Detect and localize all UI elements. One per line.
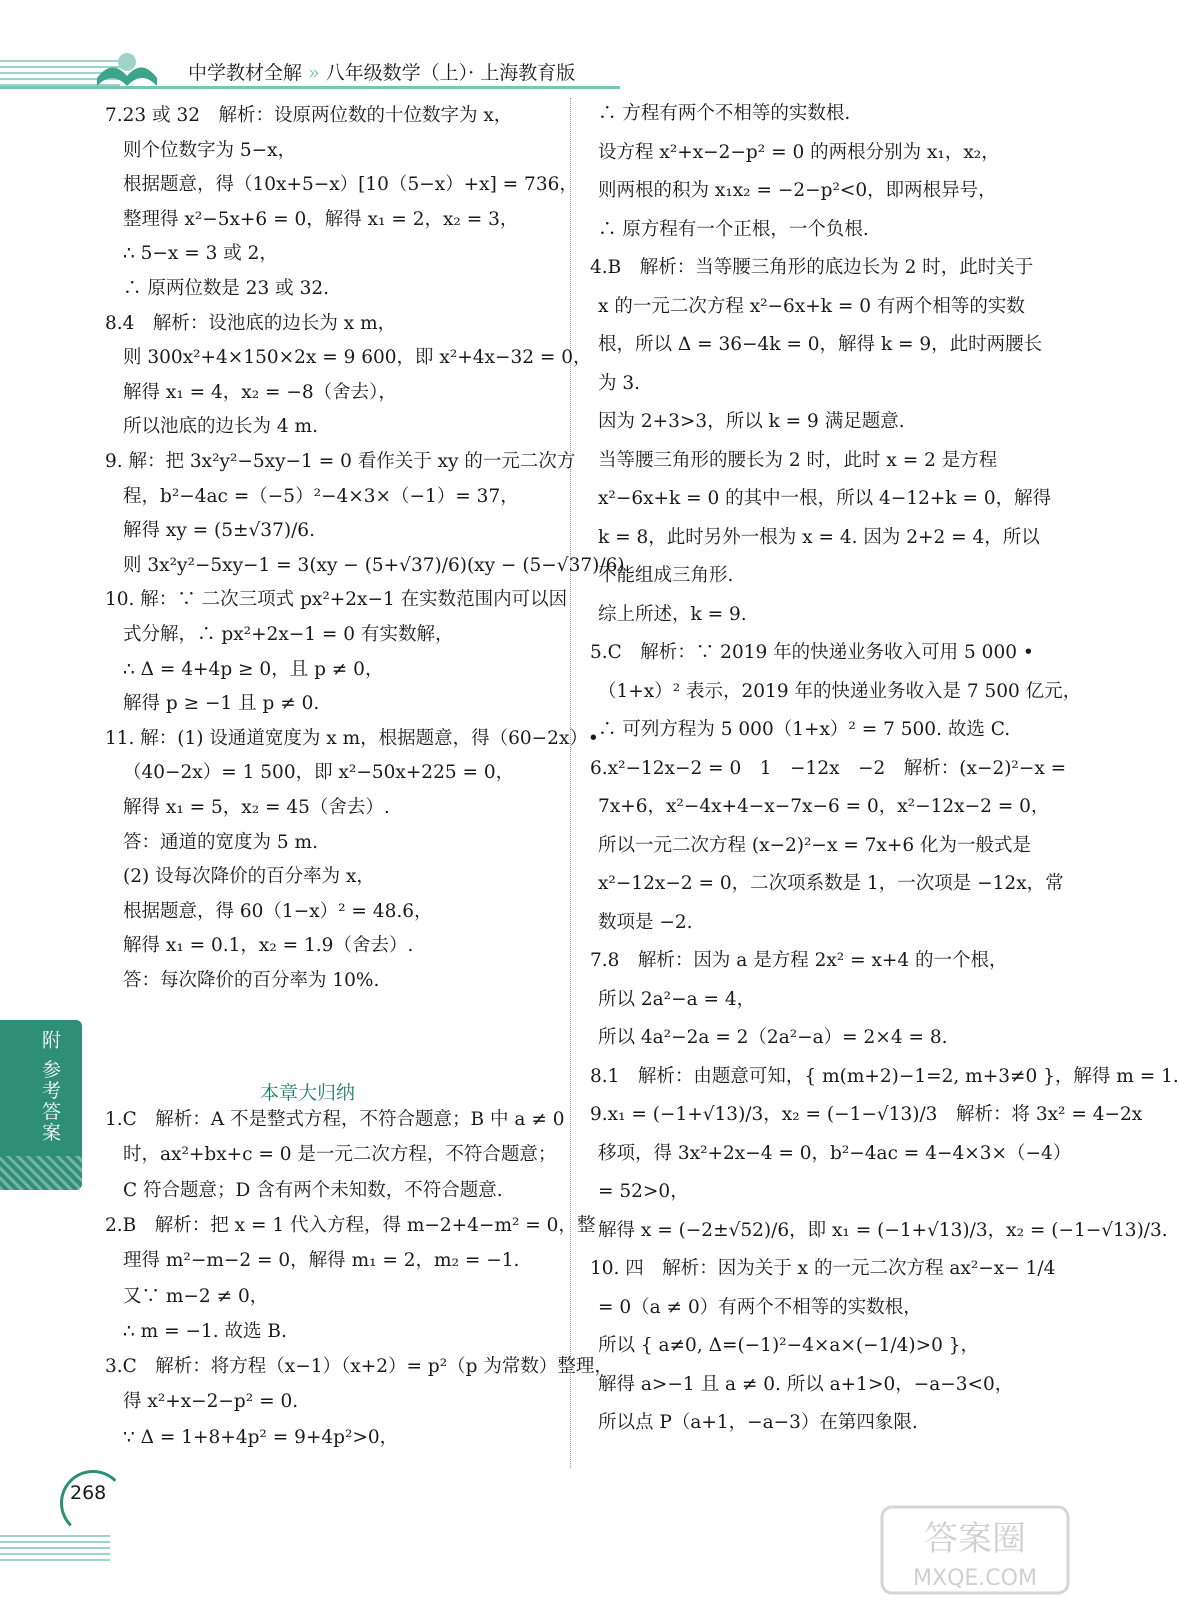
text-line: 10. 四 解析：因为关于 x 的一元二次方程 ax²−x− 1/4 (590, 1258, 1056, 1279)
text-line: 时，ax²+bx+c = 0 是一元二次方程，不符合题意； (123, 1144, 557, 1166)
text-line: 9.x₁ = (−1+√13)/3，x₂ = (−1−√13)/3 解析：将 3x² = 4−2x (590, 1104, 1143, 1125)
text-line: 1.C 解析：A 不是整式方程，不符合题意；B 中 a ≠ 0 (105, 1109, 565, 1130)
text-line: x²−12x−2 = 0，二次项系数是 1，一次项是 −12x，常 (598, 873, 1064, 894)
text-line: 答：通道的宽度为 5 m. (123, 831, 318, 853)
text-line: 根，所以 Δ = 36−4k = 0，解得 k = 9，此时两腰长 (598, 334, 1043, 355)
text-line: 11. 解：(1) 设通道宽度为 x m，根据题意，得（60−2x）• (105, 727, 599, 749)
text-line: 综上所述，k = 9. (598, 603, 747, 625)
column-divider (570, 98, 571, 1468)
text-line: 2.B 解析：把 x = 1 代入方程，得 m−2+4−m² = 0，整 (105, 1214, 596, 1236)
text-line: 4.B 解析：当等腰三角形的底边长为 2 时，此时关于 (590, 257, 1034, 278)
book-title: 中学教材全解 (188, 62, 303, 84)
svg-text:MXQE.COM: MXQE.COM (913, 1566, 1037, 1591)
text-line: ∴ 方程有两个不相等的实数根. (598, 103, 851, 124)
text-line: 9. 解：把 3x²y²−5xy−1 = 0 看作关于 xy 的一元二次方 (105, 451, 576, 472)
text-line: 则 3x²y²−5xy−1 = 3(xy − (5+√37)/6)(xy − (5−√37)/6). (123, 554, 631, 576)
text-line: 所以 2a²−a = 4， (598, 988, 756, 1010)
text-line: 为 3. (598, 372, 641, 394)
text-line: 则个位数字为 5−x， (123, 139, 297, 161)
book-subtitle: 八年级数学（上）· 上海教育版 (325, 62, 576, 84)
text-line: 不能组成三角形. (598, 565, 734, 586)
text-line: ∴ 原方程有一个正根，一个负根. (598, 218, 869, 240)
text-line: 数项是 −2. (598, 911, 693, 933)
text-line: 设方程 x²+x−2−p² = 0 的两根分别为 x₁，x₂， (598, 141, 1000, 163)
text-line: 当等腰三角形的腰长为 2 时，此时 x = 2 是方程 (598, 449, 998, 471)
text-line: k = 8，此时另外一根为 x = 4. 因为 2+2 = 4，所以 (598, 526, 1040, 548)
text-line: 所以点 P（a+1，−a−3）在第四象限. (598, 1412, 918, 1433)
footer-decoration (0, 1535, 110, 1565)
text-line: 根据题意，得 60（1−x）² = 48.6， (123, 900, 433, 922)
text-line: = 52>0， (598, 1181, 689, 1202)
text-line: ∴ 可列方程为 5 000（1+x）² = 7 500. 故选 C. (598, 719, 1011, 740)
text-line: 7.8 解析：因为 a 是方程 2x² = x+4 的一个根， (590, 950, 1008, 971)
svg-text:答案圈: 答案圈 (924, 1519, 1026, 1559)
text-line: 则 300x²+4×150×2x = 9 600，即 x²+4x−32 = 0， (123, 347, 592, 369)
text-line: 3.C 解析：将方程（x−1）（x+2）= p²（p 为常数）整理， (105, 1356, 613, 1378)
text-line: 式分解，∴ px²+2x−1 = 0 有实数解， (123, 624, 454, 645)
text-line: ∵ Δ = 1+8+4p² = 9+4p²>0， (123, 1426, 399, 1448)
text-line: 解得 x₁ = 5，x₂ = 45（舍去）. (123, 797, 390, 818)
text-line: 8.4 解析：设池底的边长为 x m， (105, 312, 397, 334)
page-number: 268 (70, 1482, 107, 1504)
text-line: 解得 p ≥ −1 且 p ≠ 0. (123, 693, 320, 715)
text-line: 7.23 或 32 解析：设原两位数的十位数字为 x， (105, 105, 513, 126)
text-line: 所以池底的边长为 4 m. (123, 416, 318, 438)
text-line: 理得 m²−m−2 = 0，解得 m₁ = 2，m₂ = −1. (123, 1250, 520, 1272)
text-line: = 0（a ≠ 0）有两个不相等的实数根， (598, 1296, 922, 1318)
text-line: 解得 x₁ = 0.1，x₂ = 1.9（舍去）. (123, 935, 414, 957)
text-line: 6.x²−12x−2 = 0 1 −12x −2 解析：(x−2)²−x = (590, 757, 1067, 779)
watermark-logo (880, 1505, 1070, 1595)
text-line: ∴ m = −1. 故选 B. (123, 1320, 287, 1342)
text-line: 又∵ m−2 ≠ 0， (123, 1285, 269, 1307)
text-line: 5.C 解析：∵ 2019 年的快递业务收入可用 5 000 • (590, 642, 1034, 663)
text-line: (2) 设每次降价的百分率为 x， (123, 866, 375, 888)
text-line: ∴ 原两位数是 23 或 32. (123, 278, 329, 299)
text-line: 解得 x₁ = 4，x₂ = −8（舍去）， (123, 381, 397, 403)
text-line: 所以一元二次方程 (x−2)²−x = 7x+6 化为一般式是 (598, 834, 1031, 856)
text-line: 8.1 解析：由题意可知，{ m(m+2)−1=2, m+3≠0 }，解得 m = 1. (590, 1065, 1179, 1087)
side-tab-label: 附 参考答案 (39, 1030, 61, 1144)
text-line: ∴ 5−x = 3 或 2， (123, 243, 278, 265)
text-line: 解得 a>−1 且 a ≠ 0. 所以 a+1>0，−a−3<0， (598, 1373, 1014, 1395)
text-line: 整理得 x²−5x+6 = 0，解得 x₁ = 2，x₂ = 3， (123, 208, 519, 230)
text-line: C 符合题意；D 含有两个未知数，不符合题意. (123, 1179, 503, 1201)
header-text: 中学教材全解 » 八年级数学（上）· 上海教育版 (188, 62, 576, 84)
text-line: 7x+6，x²−4x+4−x−7x−6 = 0，x²−12x−2 = 0， (598, 796, 1050, 817)
section-title: 本章大归纳 (260, 1082, 356, 1104)
text-line: x²−6x+k = 0 的其中一根，所以 4−12+k = 0，解得 (598, 488, 1052, 509)
text-line: 程，b²−4ac =（−5）²−4×3×（−1）= 37， (123, 485, 519, 507)
appendix-side-tab (0, 1020, 82, 1190)
text-line: 得 x²+x−2−p² = 0. (123, 1391, 299, 1413)
text-line: 因为 2+3>3，所以 k = 9 满足题意. (598, 411, 905, 432)
text-line: 答：每次降价的百分率为 10%. (123, 970, 380, 991)
text-line: （1+x）² 表示，2019 年的快递业务收入是 7 500 亿元， (598, 680, 1082, 702)
book-logo-icon (92, 48, 162, 90)
text-line: 移项，得 3x²+2x−4 = 0，b²−4ac = 4−4×3×（−4） (598, 1142, 1072, 1164)
text-line: （40−2x）= 1 500，即 x²−50x+225 = 0， (123, 762, 515, 784)
text-line: 则两根的积为 x₁x₂ = −2−p²<0，即两根异号， (598, 180, 997, 201)
text-line: 10. 解：∵ 二次三项式 px²+2x−1 在实数范围内可以因 (105, 589, 568, 611)
text-line: 所以 4a²−2a = 2（2a²−a）= 2×4 = 8. (598, 1027, 948, 1048)
text-line: 解得 x = (−2±√52)/6，即 x₁ = (−1+√13)/3，x₂ = (−1−√13)/3. (598, 1219, 1168, 1241)
text-line: 所以 { a≠0, Δ=(−1)²−4×a×(−1/4)>0 }， (598, 1335, 980, 1356)
text-line: ∴ Δ = 4+4p ≥ 0，且 p ≠ 0， (123, 658, 384, 680)
text-line: 解得 xy = (5±√37)/6. (123, 520, 315, 542)
text-line: 根据题意，得（10x+5−x）[10（5−x）+x] = 736， (123, 174, 578, 196)
text-line: x 的一元二次方程 x²−6x+k = 0 有两个相等的实数 (598, 295, 1025, 317)
